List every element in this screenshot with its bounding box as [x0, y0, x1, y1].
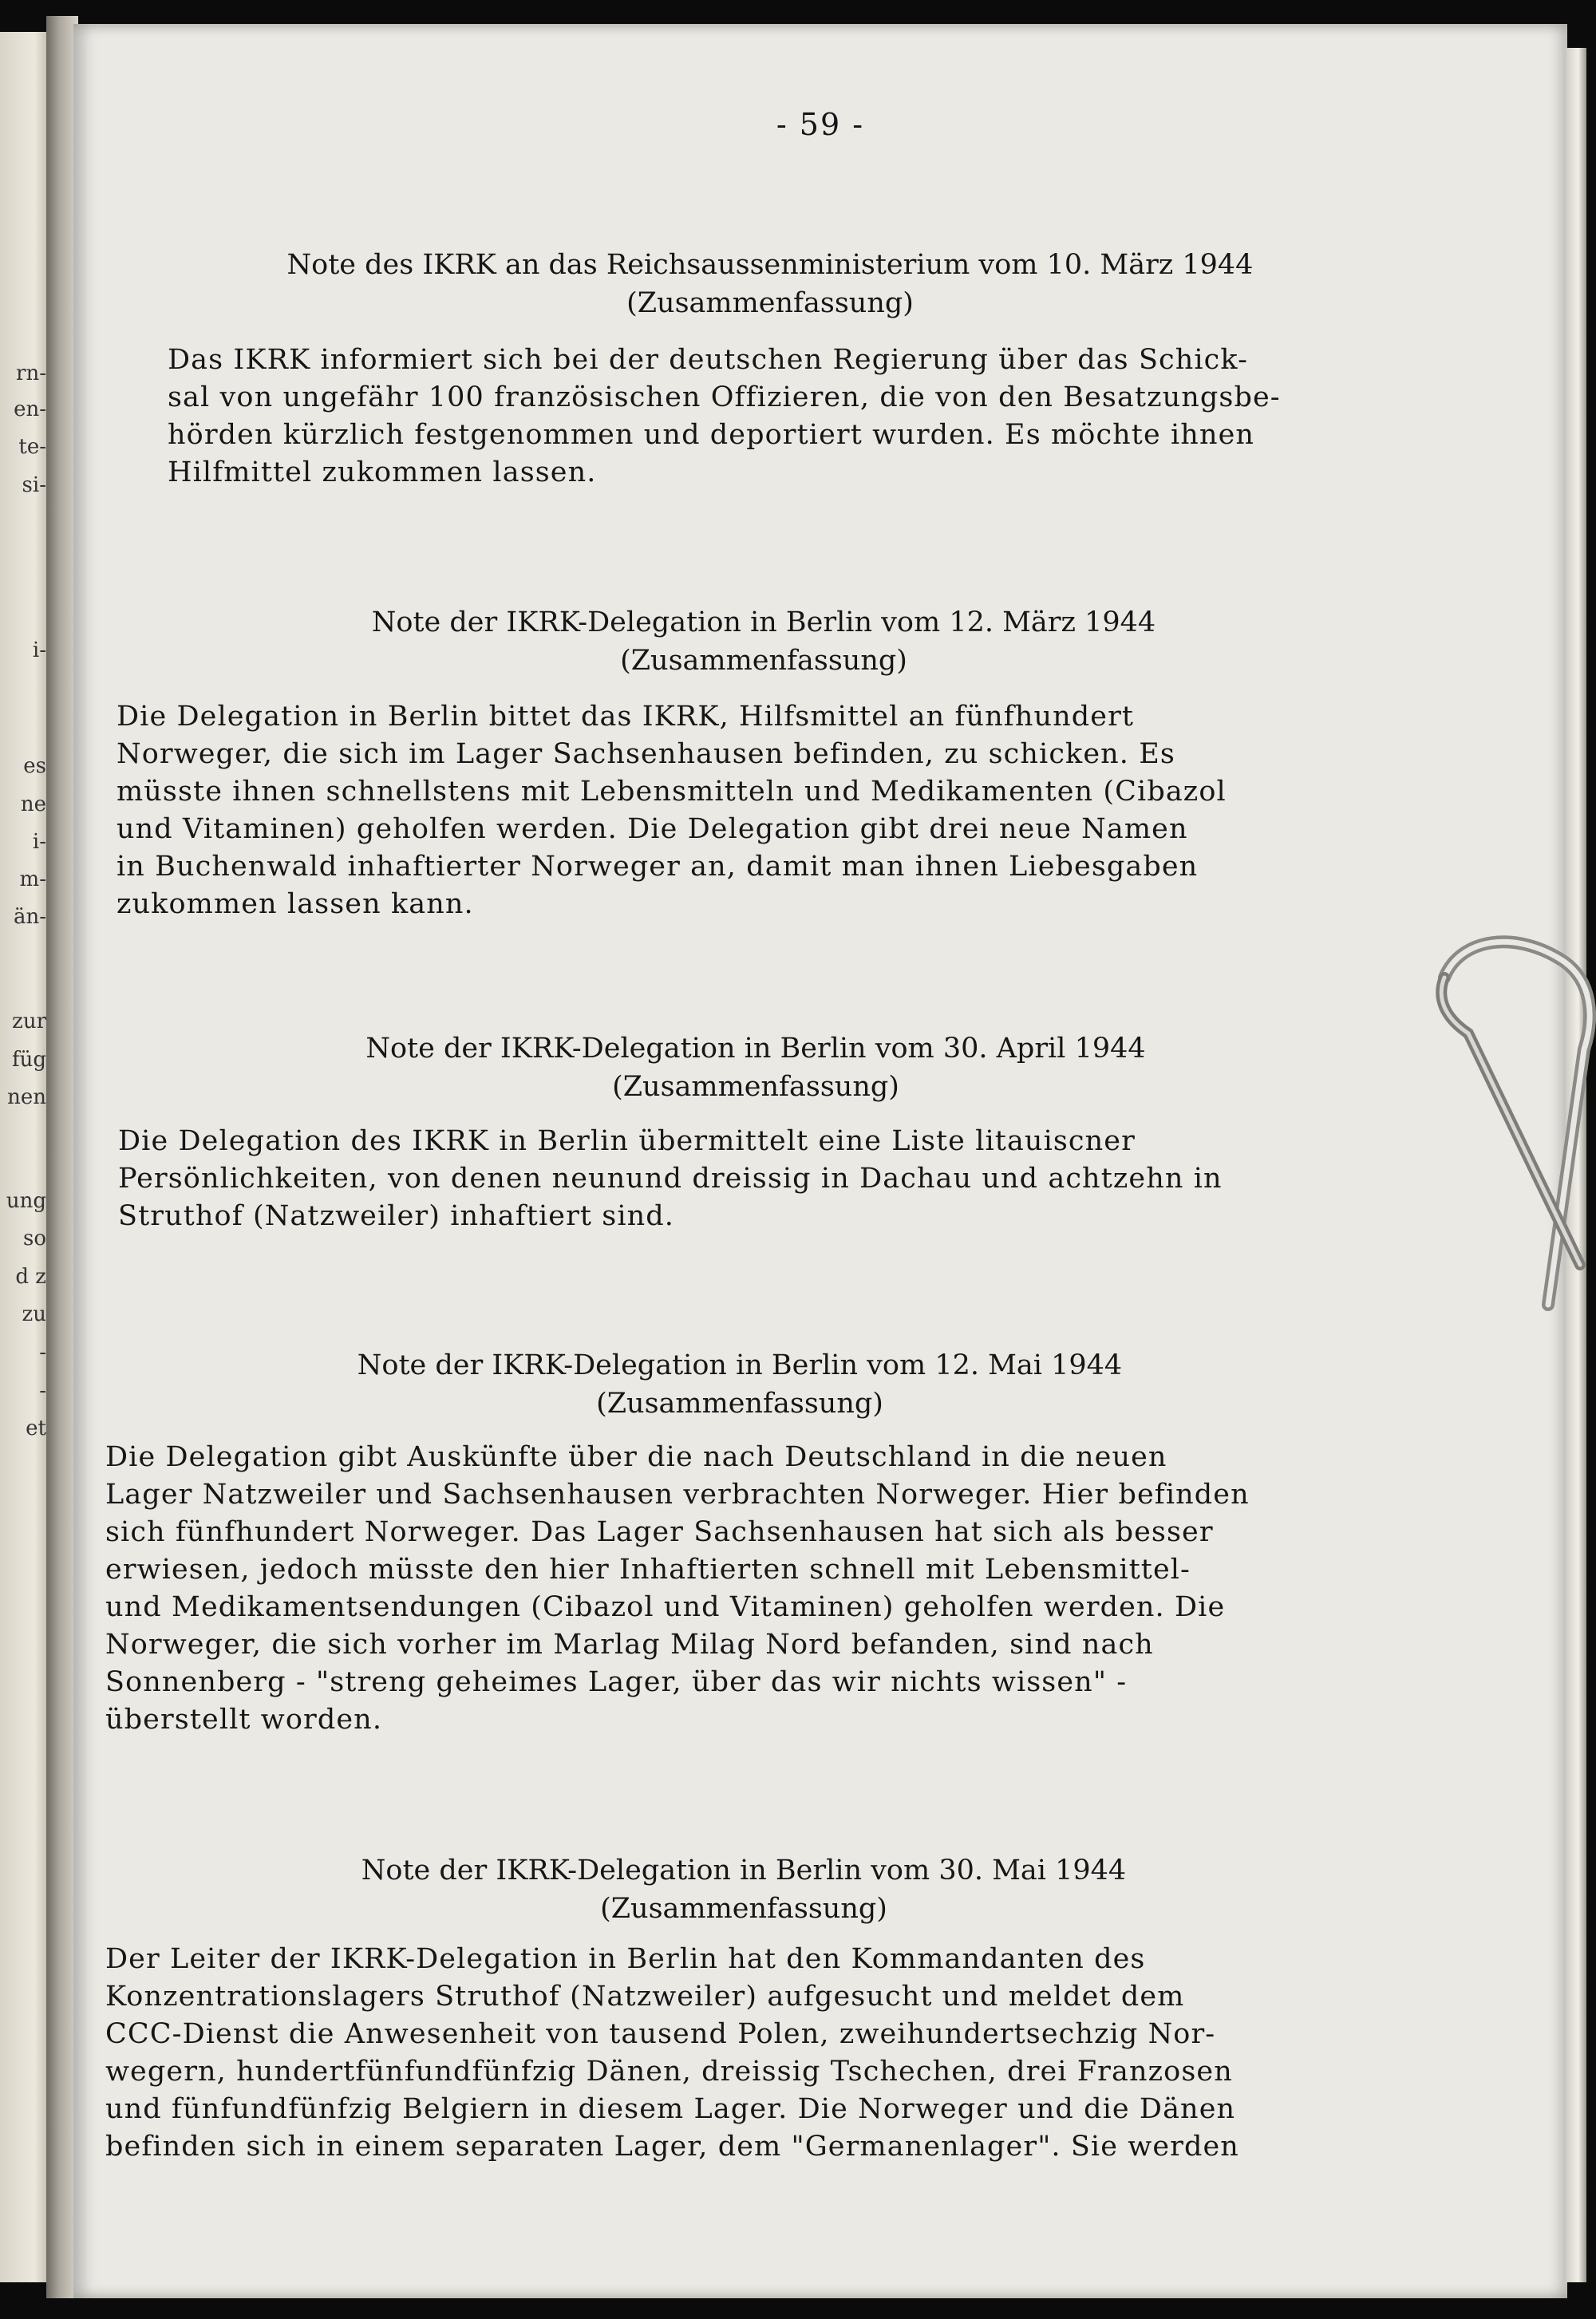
note-heading — [153, 1029, 1358, 1106]
body-line: Die Delegation in Berlin bittet das IKRK, Hilfsmittel an fünfhundert — [117, 701, 1135, 733]
body-line: Sonnenberg - "streng geheimes Lager, über das wir nichts wissen" - — [105, 1666, 1128, 1698]
left-page-fragment: m- — [19, 867, 46, 891]
note-heading — [153, 1346, 1326, 1423]
left-page-fragment: nen — [7, 1085, 46, 1109]
summary-label: (Zusammenfassung) — [596, 1388, 883, 1420]
body-line: und fünfundfünfzig Belgiern in diesem Lager. Die Norweger und die Dänen — [105, 2093, 1236, 2125]
left-facing-page — [0, 32, 49, 2282]
summary-label: (Zusammenfassung) — [600, 1893, 887, 1925]
left-page-fragment: i- — [32, 830, 46, 854]
body-line: erwiesen, jedoch müsste den hier Inhaftierten schnell mit Lebensmittel- — [105, 1554, 1191, 1586]
page-text — [73, 24, 1567, 2298]
body-line: Der Leiter der IKRK-Delegation in Berlin hat den Kommandanten des — [105, 1943, 1146, 1975]
body-line: Die Delegation gibt Auskünfte über die nach Deutschland in die neuen — [105, 1441, 1167, 1473]
note-title: Note der IKRK-Delegation in Berlin vom 30. April 1944 — [365, 1033, 1146, 1065]
paper-clip-icon — [1412, 930, 1596, 1313]
left-page-fragment: ung — [6, 1189, 46, 1213]
body-line: überstellt worden. — [105, 1704, 383, 1736]
left-page-fragment: en- — [14, 397, 46, 421]
left-page-fragment: zur — [12, 1009, 46, 1033]
left-page-fragment: te- — [18, 435, 46, 459]
body-line: in Buchenwald inhaftierter Norweger an, damit man ihnen Liebesgaben — [117, 851, 1199, 883]
left-page-fragment: si- — [22, 473, 46, 497]
summary-label: (Zusammenfassung) — [626, 287, 914, 319]
body-line: Konzentrationslagers Struthof (Natzweiler) aufgesucht und meldet dem — [105, 1981, 1185, 2013]
note-body — [168, 342, 1281, 492]
body-line: hörden kürzlich festgenommen und deportiert wurden. Es möchte ihnen — [168, 419, 1255, 451]
body-line: Norweger, die sich vorher im Marlag Milag Nord befanden, sind nach — [105, 1629, 1154, 1661]
body-line: Das IKRK informiert sich bei der deutschen Regierung über das Schick- — [168, 344, 1248, 376]
note-title: Note der IKRK-Delegation in Berlin vom 12. Mai 1944 — [357, 1349, 1123, 1381]
left-page-fragment: - — [39, 1379, 46, 1403]
body-line: zukommen lassen kann. — [117, 888, 474, 920]
left-page-fragment: ne — [20, 792, 46, 816]
note-body — [117, 698, 1227, 923]
left-page-fragment: füg — [11, 1048, 46, 1072]
left-page-fragment: es — [23, 754, 46, 778]
body-line: Persönlichkeiten, von denen neunund dreissig in Dachau und achtzehn in — [118, 1163, 1223, 1195]
left-page-fragment: i- — [32, 638, 46, 662]
left-page-fragment: d z — [15, 1265, 46, 1289]
summary-label: (Zusammenfassung) — [620, 645, 907, 677]
body-line: müsste ihnen schnellstens mit Lebensmitteln und Medikamenten (Cibazol — [117, 776, 1227, 808]
body-line: Lager Natzweiler und Sachsenhausen verbrachten Norweger. Hier befinden — [105, 1479, 1250, 1511]
body-line: sal von ungefähr 100 französischen Offizieren, die von den Besatzungsbe- — [168, 381, 1281, 413]
body-line: Hilfmittel zukommen lassen. — [168, 456, 597, 488]
note-title: Note des IKRK an das Reichsaussenministerium vom 10. März 1944 — [286, 249, 1254, 281]
left-page-fragment: so — [23, 1227, 46, 1250]
note-body — [105, 1941, 1239, 2166]
body-line: Struthof (Natzweiler) inhaftiert sind. — [118, 1200, 675, 1232]
body-line: CCC-Dienst die Anwesenheit von tausend Polen, zweihundertsechzig Nor- — [105, 2018, 1216, 2050]
body-line: wegern, hundertfünfundfünfzig Dänen, dreissig Tschechen, drei Franzosen — [105, 2056, 1233, 2088]
left-page-fragment: zu — [22, 1302, 46, 1326]
note-heading — [136, 246, 1404, 322]
note-title: Note der IKRK-Delegation in Berlin vom 12. März 1944 — [371, 606, 1156, 638]
body-line: Norweger, die sich im Lager Sachsenhausen befinden, zu schicken. Es — [117, 738, 1175, 770]
left-page-fragment: rn- — [16, 361, 46, 385]
left-page-fragment: än- — [13, 905, 46, 929]
body-line: und Medikamentsendungen (Cibazol und Vitaminen) geholfen werden. Die — [105, 1591, 1226, 1623]
body-line: befinden sich in einem separaten Lager, dem "Germanenlager". Sie werden — [105, 2131, 1239, 2163]
left-page-fragment: et — [26, 1416, 46, 1440]
note-heading — [153, 1851, 1334, 1928]
body-line: und Vitaminen) geholfen werden. Die Delegation gibt drei neue Namen — [117, 813, 1188, 845]
note-body — [118, 1123, 1223, 1235]
note-body — [105, 1439, 1250, 1739]
body-line: sich fünfhundert Norweger. Das Lager Sachsenhausen hat sich als besser — [105, 1516, 1214, 1548]
body-line: Die Delegation des IKRK in Berlin übermittelt eine Liste litauiscner — [118, 1125, 1136, 1157]
left-page-fragment: - — [39, 1341, 46, 1365]
note-heading — [161, 603, 1366, 680]
document-page — [73, 24, 1567, 2298]
page-number: - 59 - — [776, 107, 865, 142]
note-title: Note der IKRK-Delegation in Berlin vom 30. Mai 1944 — [361, 1855, 1127, 1886]
summary-label: (Zusammenfassung) — [612, 1071, 899, 1103]
